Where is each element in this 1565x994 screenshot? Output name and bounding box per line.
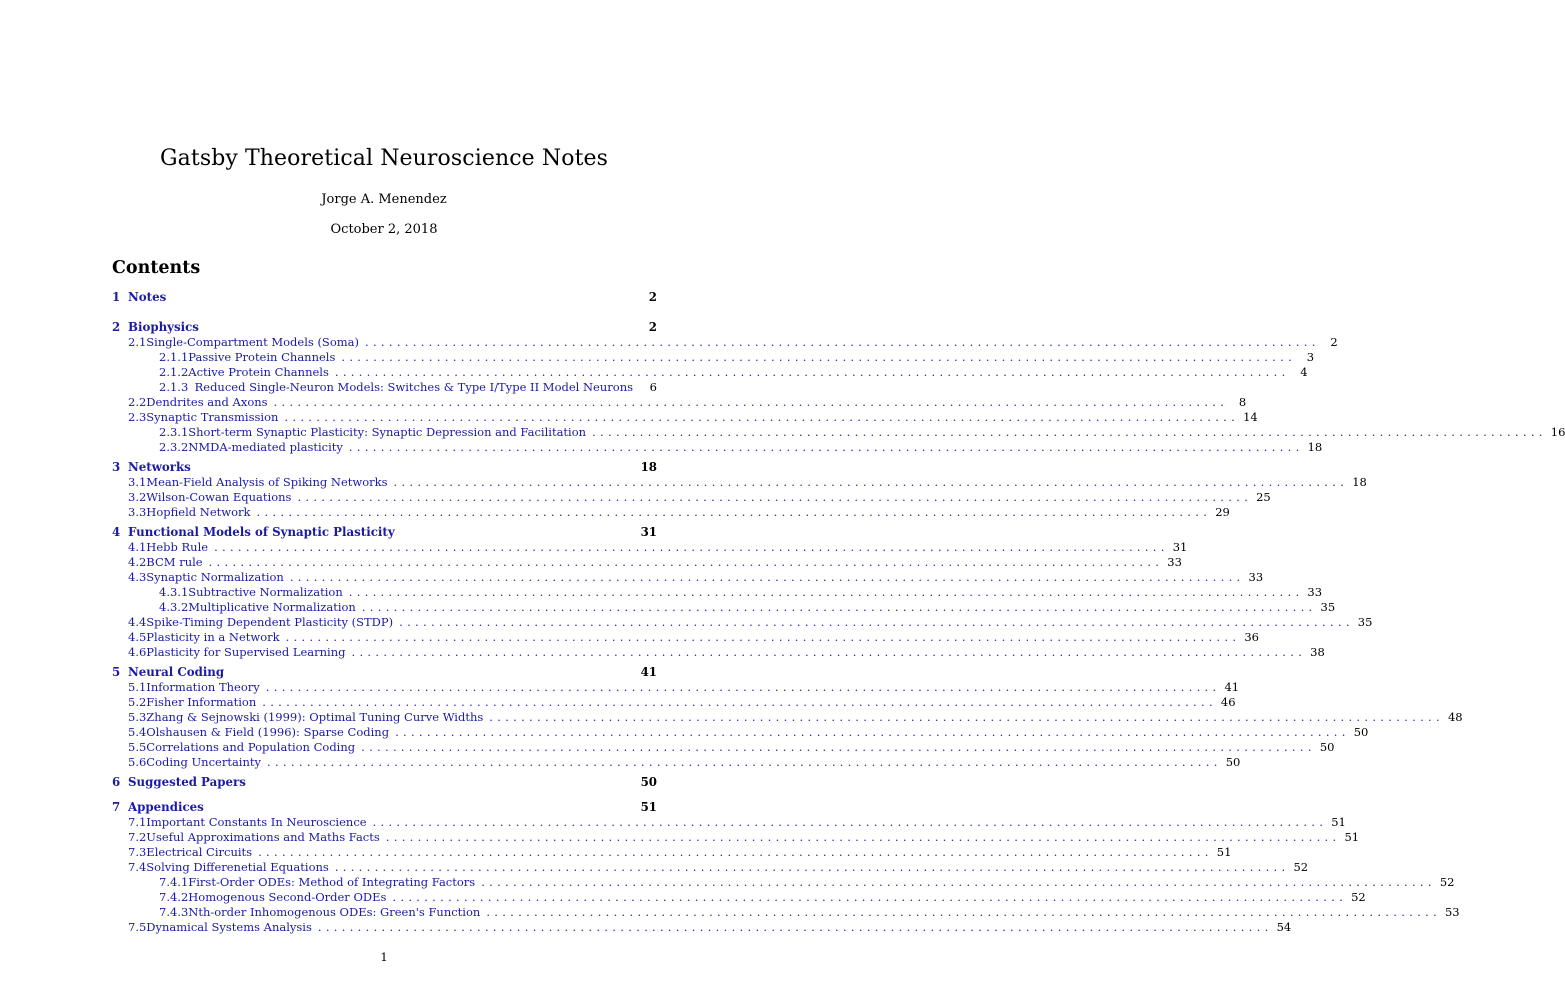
toc-entry-page: 54 — [1276, 920, 1292, 934]
toc-entry-page: 50 — [640, 775, 657, 789]
toc-entry-number: 2 — [112, 320, 121, 334]
dot-leader: ........................................................................................................................ — [348, 585, 1304, 599]
dot-leader: ........................................................................................................................ — [273, 395, 1229, 409]
toc-entry[interactable] — [128, 755, 1241, 769]
toc-entry-label: Synaptic Transmission — [146, 410, 279, 424]
toc-entry-label: BCM rule — [146, 555, 203, 569]
toc-entry[interactable] — [159, 905, 1460, 919]
toc-entry-number: 5.2 — [128, 695, 147, 709]
toc-entry-label: Active Protein Channels — [188, 365, 329, 379]
toc-entry[interactable] — [128, 410, 1258, 424]
toc-entry-number: 4.4 — [128, 615, 147, 629]
toc-entry-number: 4.5 — [128, 630, 147, 644]
toc-entry-number: 1 — [112, 290, 121, 304]
document-title: Gatsby Theoretical Neuroscience Notes — [159, 146, 609, 171]
toc-entry[interactable] — [128, 845, 1232, 859]
toc-entry-number: 2.1.2 — [159, 365, 189, 379]
toc-entry-number: 2.1 — [128, 335, 147, 349]
toc-entry[interactable] — [112, 800, 657, 814]
dot-leader: ........................................................................................................................ — [392, 890, 1348, 904]
toc-entry-label: Reduced Single-Neuron Models: Switches & Type I/Type II Model Neurons — [194, 380, 633, 394]
toc-entry-page: 50 — [1225, 755, 1241, 769]
dot-leader: ........................................................................................................................ — [208, 555, 1164, 569]
toc-entry-label: NMDA-mediated plasticity — [188, 440, 343, 454]
toc-entry-page: 4 — [1300, 365, 1308, 379]
dot-leader: ........................................................................................................................ — [265, 680, 1221, 694]
dot-leader: ........................................................................................................................ — [285, 630, 1241, 644]
toc-entry[interactable] — [128, 475, 1367, 489]
dot-leader: ........................................................................................................................ — [214, 540, 1169, 554]
toc-entry-page: 50 — [1353, 725, 1369, 739]
toc-entry-label: Solving Differenetial Equations — [146, 860, 329, 874]
toc-entry-label: Plasticity for Supervised Learning — [146, 645, 346, 659]
dot-leader: ........................................................................................................................ — [256, 505, 1212, 519]
dot-leader: ........................................................................................................................ — [385, 830, 1341, 844]
toc-entry-number: 2.3.1 — [159, 425, 189, 439]
dot-leader: ........................................................................................................................ — [399, 615, 1354, 629]
toc-entry[interactable] — [128, 645, 1325, 659]
toc-entry-number: 4.3.2 — [159, 600, 189, 614]
toc-entry-number: 4.3 — [128, 570, 147, 584]
toc-entry-page: 2 — [1330, 335, 1338, 349]
toc-entry-page: 51 — [640, 800, 657, 814]
toc-entry-label: Hebb Rule — [146, 540, 209, 554]
contents-heading: Contents — [112, 258, 201, 278]
toc-entry-page: 46 — [1220, 695, 1236, 709]
toc-entry-label: Biophysics — [128, 320, 199, 334]
date: October 2, 2018 — [330, 222, 438, 237]
toc-entry-number: 4 — [112, 525, 121, 539]
dot-leader: ........................................................................................................................ — [361, 740, 1316, 754]
toc-entry-number: 5.4 — [128, 725, 147, 739]
toc-entry[interactable] — [128, 710, 1463, 724]
toc-entry-page: 18 — [1307, 440, 1323, 454]
dot-leader: ........................................................................................................................ — [351, 645, 1307, 659]
toc-entry-page: 33 — [1248, 570, 1264, 584]
toc-entry-page: 2 — [648, 290, 657, 304]
toc-entry-number: 2.1.3 — [159, 380, 189, 394]
toc-entry[interactable] — [128, 615, 1373, 629]
toc-entry-label: Electrical Circuits — [146, 845, 253, 859]
toc-entry[interactable] — [159, 380, 657, 394]
toc-entry-number: 7.4.3 — [159, 905, 189, 919]
toc-entry-page: 52 — [1293, 860, 1309, 874]
toc-entry-label: Short-term Synaptic Plasticity: Synaptic Depression and Facilitation — [188, 425, 587, 439]
toc-entry-number: 2.1.1 — [159, 350, 189, 364]
dot-leader: ........................................................................................................................ — [262, 695, 1217, 709]
toc-entry-label: Zhang & Sejnowski (1999): Optimal Tuning Curve Widths — [146, 710, 484, 724]
toc-entry-page: 38 — [1310, 645, 1325, 659]
toc-entry-number: 5.5 — [128, 740, 147, 754]
toc-entry-number: 3.2 — [128, 490, 147, 504]
toc-entry[interactable] — [159, 600, 1336, 614]
toc-entry-number: 3 — [112, 460, 121, 474]
toc-entry-number: 5.3 — [128, 710, 147, 724]
toc-entry-page: 36 — [1244, 630, 1259, 644]
toc-entry-label: Important Constants In Neuroscience — [146, 815, 367, 829]
dot-leader: ........................................................................................................................ — [361, 600, 1317, 614]
toc-entry-page: 51 — [1216, 845, 1232, 859]
toc-entry[interactable] — [128, 555, 1182, 569]
toc-entry-number: 6 — [112, 775, 121, 789]
toc-entry-page: 6 — [649, 380, 657, 394]
dot-leader: ........................................................................................................................ — [592, 425, 1547, 439]
toc-entry-label: Passive Protein Channels — [188, 350, 336, 364]
toc-entry[interactable] — [128, 505, 1230, 519]
dot-leader: ........................................................................................................................ — [289, 570, 1245, 584]
toc-entry-label: Notes — [128, 290, 167, 304]
dot-leader: ........................................................................................................................ — [334, 365, 1290, 379]
toc-entry-page: 31 — [1172, 540, 1188, 554]
dot-leader: ........................................................................................................................ — [489, 710, 1444, 724]
toc-entry-page: 51 — [1344, 830, 1360, 844]
toc-entry-label: Hopfield Network — [146, 505, 251, 519]
toc-entry[interactable] — [112, 290, 657, 304]
toc-entry-number: 7.3 — [128, 845, 147, 859]
toc-entry[interactable] — [112, 525, 657, 539]
toc-entry-page: 8 — [1238, 395, 1247, 409]
toc-entry-label: Multiplicative Normalization — [188, 600, 356, 614]
toc-entry[interactable] — [128, 490, 1271, 504]
toc-entry-page: 25 — [1256, 490, 1271, 504]
toc-entry-page: 18 — [1352, 475, 1367, 489]
toc-entry-page: 18 — [640, 460, 657, 474]
toc-entry-number: 7.1 — [128, 815, 147, 829]
toc-entry[interactable] — [159, 875, 1455, 889]
dot-leader: ........................................................................................................................ — [341, 350, 1297, 364]
toc-entry-number: 7.5 — [128, 920, 147, 934]
toc-entry-number: 7.4.2 — [159, 890, 189, 904]
toc-entry[interactable] — [128, 570, 1264, 584]
toc-entry-number: 7.4 — [128, 860, 147, 874]
toc-entry-number: 7 — [112, 800, 121, 814]
toc-entry-label: Mean-Field Analysis of Spiking Networks — [146, 475, 388, 489]
dot-leader: ........................................................................................................................ — [486, 905, 1441, 919]
toc-entry[interactable] — [128, 630, 1259, 644]
toc-entry-page: 33 — [1307, 585, 1323, 599]
toc-entry-page: 29 — [1215, 505, 1230, 519]
toc-entry-page: 16 — [1550, 425, 1565, 439]
toc-entry-label: Plasticity in a Network — [146, 630, 280, 644]
page-number: 1 — [380, 950, 388, 964]
toc-entry[interactable] — [159, 365, 1308, 379]
toc-entry-label: Suggested Papers — [128, 775, 246, 789]
toc-entry-number: 4.6 — [128, 645, 147, 659]
toc-entry-number: 5 — [112, 665, 121, 679]
toc-entry-page: 33 — [1167, 555, 1182, 569]
toc-entry[interactable] — [128, 920, 1292, 934]
dot-leader: ........................................................................................................................ — [348, 440, 1304, 454]
toc-entry-number: 4.1 — [128, 540, 147, 554]
toc-entry-page: 48 — [1447, 710, 1463, 724]
toc-entry-label: Dynamical Systems Analysis — [146, 920, 312, 934]
dot-leader: ........................................................................................................................ — [297, 490, 1253, 504]
toc-entry[interactable] — [112, 320, 657, 334]
toc-entry-number: 5.6 — [128, 755, 147, 769]
toc-entry-label: Functional Models of Synaptic Plasticity — [128, 525, 395, 539]
toc-entry-page: 53 — [1444, 905, 1460, 919]
toc-entry[interactable] — [112, 460, 657, 474]
dot-leader: ........................................................................................................................ — [365, 335, 1320, 349]
toc-entry-number: 4.3.1 — [159, 585, 189, 599]
toc-entry-label: Useful Approximations and Maths Facts — [146, 830, 380, 844]
toc-entry-label: Subtractive Normalization — [188, 585, 343, 599]
dot-leader: ........................................................................................................................ — [258, 845, 1213, 859]
dot-leader: ........................................................................................................................ — [284, 410, 1240, 424]
dot-leader: ........................................................................................................................ — [393, 475, 1349, 489]
toc-entry-label: Wilson-Cowan Equations — [146, 490, 292, 504]
toc-entry-page: 41 — [640, 665, 657, 679]
toc-entry-page: 35 — [1320, 600, 1336, 614]
toc-entry-label: Single-Compartment Models (Soma) — [146, 335, 359, 349]
toc-entry-label: Neural Coding — [128, 665, 225, 679]
toc-entry-number: 7.2 — [128, 830, 147, 844]
toc-entry[interactable] — [159, 440, 1323, 454]
toc-entry[interactable] — [159, 890, 1366, 904]
author: Jorge A. Menendez — [321, 192, 447, 207]
toc-entry-number: 3.1 — [128, 475, 147, 489]
toc-entry-page: 51 — [1331, 815, 1346, 829]
toc-entry-label: First-Order ODEs: Method of Integrating Factors — [188, 875, 476, 889]
toc-entry-page: 3 — [1306, 350, 1315, 364]
toc-entry-number: 2.3.2 — [159, 440, 189, 454]
toc-entry-number: 4.2 — [128, 555, 147, 569]
toc-entry-page: 52 — [1439, 875, 1455, 889]
toc-entry-page: 50 — [1319, 740, 1335, 754]
toc-entry-label: Synaptic Normalization — [146, 570, 284, 584]
toc-entry-label: Fisher Information — [146, 695, 257, 709]
toc-entry-number: 2.2 — [128, 395, 147, 409]
toc-entry[interactable] — [159, 585, 1323, 599]
toc-entry-label: Olshausen & Field (1996): Sparse Coding — [146, 725, 390, 739]
toc-entry[interactable] — [128, 395, 1247, 409]
toc-entry-page: 31 — [640, 525, 657, 539]
toc-entry[interactable] — [128, 335, 1338, 349]
dot-leader: ........................................................................................................................ — [372, 815, 1328, 829]
toc-entry-label: Nth-order Inhomogenous ODEs: Green's Function — [188, 905, 481, 919]
dot-leader: ........................................................................................................................ — [267, 755, 1222, 769]
toc-entry[interactable] — [159, 350, 1315, 364]
toc-entry-label: Homogenous Second-Order ODEs — [188, 890, 387, 904]
toc-entry-number: 2.3 — [128, 410, 147, 424]
toc-entry[interactable] — [112, 775, 657, 789]
toc-entry-page: 2 — [648, 320, 657, 334]
toc-entry-number: 7.4.1 — [159, 875, 189, 889]
toc-entry[interactable] — [128, 830, 1360, 844]
toc-entry-number: 3.3 — [128, 505, 147, 519]
toc-entry-number: 5.1 — [128, 680, 147, 694]
dot-leader: ........................................................................................................................ — [317, 920, 1273, 934]
toc-entry[interactable] — [128, 540, 1188, 554]
toc-entry[interactable] — [128, 695, 1236, 709]
toc-entry[interactable] — [128, 860, 1309, 874]
toc-entry-page: 52 — [1351, 890, 1366, 904]
toc-entry-page: 35 — [1357, 615, 1373, 629]
toc-entry-label: Spike-Timing Dependent Plasticity (STDP) — [146, 615, 394, 629]
toc-entry[interactable] — [128, 815, 1346, 829]
toc-entry[interactable] — [128, 680, 1240, 694]
toc-entry-label: Dendrites and Axons — [146, 395, 268, 409]
toc-entry[interactable] — [159, 425, 1565, 439]
toc-entry[interactable] — [128, 740, 1335, 754]
toc-entry-label: Information Theory — [146, 680, 260, 694]
toc-entry[interactable] — [112, 665, 657, 679]
toc-entry-label: Coding Uncertainty — [146, 755, 262, 769]
toc-entry-page: 41 — [1224, 680, 1240, 694]
dot-leader: ........................................................................................................................ — [395, 725, 1350, 739]
toc-entry-label: Appendices — [128, 800, 204, 814]
dot-leader: ........................................................................................................................ — [334, 860, 1290, 874]
dot-leader: ........................................................................................................................ — [481, 875, 1436, 889]
toc-entry-page: 14 — [1243, 410, 1258, 424]
toc-entry[interactable] — [128, 725, 1369, 739]
toc-entry-label: Networks — [128, 460, 191, 474]
toc-entry-label: Correlations and Population Coding — [146, 740, 356, 754]
